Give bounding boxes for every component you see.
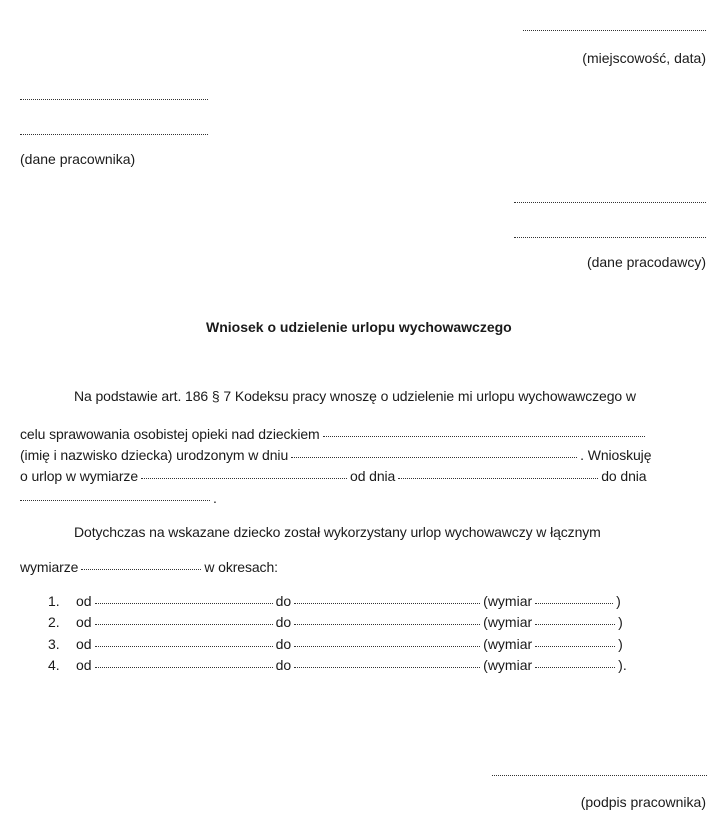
leave-from-date-field[interactable] (398, 478, 598, 479)
period-4-from-field[interactable] (95, 667, 273, 668)
period-row-3 (48, 636, 623, 652)
leave-duration-field[interactable] (141, 478, 347, 479)
request-text: . Wnioskuję (580, 447, 652, 463)
paragraph1-line4 (20, 468, 646, 484)
period-number: 2. (48, 614, 60, 630)
period-3-from-field[interactable] (95, 646, 273, 647)
employee-data-label: (dane pracownika) (20, 151, 136, 167)
signature-field[interactable] (492, 763, 707, 779)
place-date-field[interactable] (523, 18, 706, 34)
employee-dotted-line-2 (20, 131, 208, 135)
close-paren: ). (618, 657, 627, 673)
employee-data-field-1[interactable] (20, 87, 208, 103)
dimension-label: (wymiar (483, 614, 533, 630)
to-label: do (275, 657, 292, 673)
employer-dotted-line-1 (514, 199, 706, 203)
dimension-label: (wymiar (483, 636, 533, 652)
to-label: do (275, 614, 292, 630)
leave-to-date-field[interactable] (20, 500, 210, 501)
used-leave-total-field[interactable] (81, 569, 201, 570)
from-date-text: od dnia (350, 468, 396, 484)
period-text: . (213, 490, 217, 506)
paragraph1-line5 (20, 490, 217, 506)
period-number: 1. (48, 593, 60, 609)
period-4-to-field[interactable] (294, 667, 480, 668)
period-number: 4. (48, 657, 60, 673)
child-birth-date-field[interactable] (291, 457, 577, 458)
employee-dotted-line-1 (20, 96, 208, 100)
period-3-to-field[interactable] (294, 646, 480, 647)
period-2-dimension-field[interactable] (535, 624, 615, 625)
child-name-field[interactable] (323, 436, 645, 437)
period-1-dimension-field[interactable] (535, 603, 613, 604)
from-label: od (76, 636, 92, 652)
employer-dotted-line-2 (514, 234, 706, 238)
to-date-text: do dnia (601, 468, 647, 484)
period-2-from-field[interactable] (95, 624, 273, 625)
period-row-4 (48, 657, 627, 673)
period-row-1 (48, 593, 621, 609)
place-date-dotted-line (523, 27, 706, 31)
from-label: od (76, 593, 92, 609)
document-title: Wniosek o udzielenie urlopu wychowawczego (206, 319, 512, 335)
dimension-label: (wymiar (483, 593, 533, 609)
period-3-dimension-field[interactable] (535, 646, 615, 647)
period-number: 3. (48, 636, 60, 652)
child-care-text: celu sprawowania osobistej opieki nad dzieckiem (20, 426, 320, 442)
period-row-2 (48, 614, 623, 630)
from-label: od (76, 614, 92, 630)
employer-data-field-2[interactable] (514, 225, 706, 241)
used-leave-text: wymiarze (20, 559, 79, 575)
period-4-dimension-field[interactable] (535, 667, 615, 668)
period-1-from-field[interactable] (95, 603, 273, 604)
to-label: do (275, 593, 292, 609)
close-paren: ) (618, 614, 623, 630)
place-date-label: (miejscowość, data) (582, 50, 706, 66)
paragraph2-line1: Dotychczas na wskazane dziecko został wykorzystany urlop wychowawczy w łącznym (74, 524, 601, 540)
dimension-label: (wymiar (483, 657, 533, 673)
signature-label: (podpis pracownika) (580, 794, 706, 810)
to-label: do (275, 636, 292, 652)
close-paren: ) (618, 636, 623, 652)
paragraph1-line3 (20, 447, 651, 463)
employee-data-field-2[interactable] (20, 122, 208, 138)
paragraph1-line1: Na podstawie art. 186 § 7 Kodeksu pracy wnoszę o udzielenie mi urlopu wychowawczego w (74, 388, 636, 404)
paragraph2-line2 (20, 559, 278, 575)
close-paren: ) (616, 593, 621, 609)
child-name-caption: (imię i nazwisko dziecka) urodzonym w dniu (20, 447, 289, 463)
periods-text: w okresach: (204, 559, 278, 575)
signature-dotted-line (492, 772, 707, 776)
leave-duration-text: o urlop w wymiarze (20, 468, 139, 484)
employer-data-label: (dane pracodawcy) (586, 254, 706, 270)
employer-data-field-1[interactable] (514, 190, 706, 206)
from-label: od (76, 657, 92, 673)
paragraph1-line2 (20, 426, 648, 442)
period-2-to-field[interactable] (294, 624, 480, 625)
period-1-to-field[interactable] (294, 603, 480, 604)
